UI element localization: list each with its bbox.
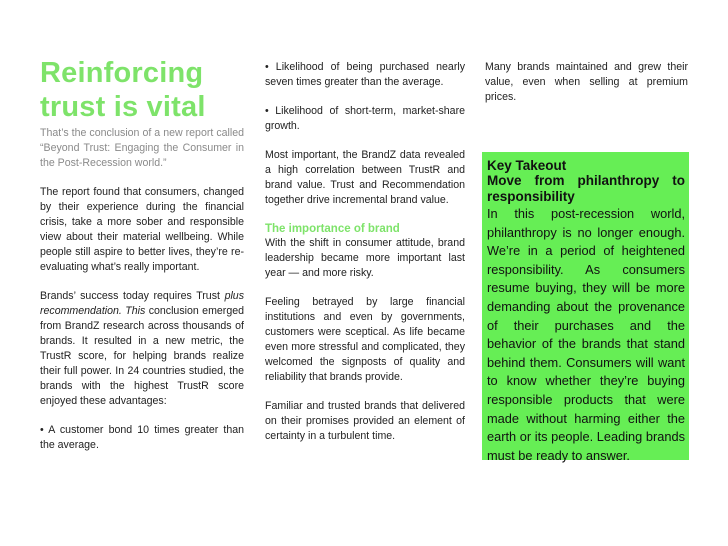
consumer-attitude-paragraph: With the shift in consumer attitude, brand leadership became more important last year — and more risky. (265, 237, 465, 279)
intro-paragraph: That’s the conclusion of a new report called “Beyond Trust: Engaging the Consumer in the Post-Recession world.” (40, 127, 244, 169)
trust-paragraph-italic: plus recommendation. This (40, 290, 244, 317)
column-left (40, 56, 244, 467)
trust-paragraph-start: Brands’ success today requires Trust (40, 290, 220, 302)
brandz-paragraph: Most important, the BrandZ data revealed a high correlation between TrustR and brand value. Trust and Recommendation together drive incremental brand value. (265, 149, 465, 206)
betrayed-paragraph: Feeling betrayed by large financial institutions and even by governments, customers were sceptical. As life became even more stressful and complicated, they welcomed the signposts of quality and reliability that brands provide. (265, 296, 465, 383)
key-takeout-label: Key Takeout (487, 158, 567, 173)
key-takeout-body: In this post-recession world, philanthropy is no longer enough. We’re in a period of heightened responsibility. As consumers resume buying, they will be more demanding about the provenance of their purchases and the behavior of the brands that stand behind them. Consumers will want to know whether they’re buying responsible products that were made without harming either the earth or its people. Leading brands must be ready to answer. (487, 206, 685, 463)
page-title: Reinforcing trust is vital (40, 57, 206, 123)
bullet-customer-bond: • A customer bond 10 times greater than the average. (40, 424, 244, 451)
key-takeout-box (482, 152, 689, 463)
key-takeout-headline: Move from philanthropy to responsibility (487, 173, 685, 204)
trust-paragraph (40, 289, 244, 409)
trust-paragraph-rest: conclusion emerged from BrandZ research across thousands of brands. It resulted in a new metric, the TrustR score, for helping brands realize their full power. In 24 countries studied, the brands with the highest TrustR score enjoyed these advantages: (40, 305, 244, 407)
bullet-market-share: • Likelihood of short-term, market-share growth. (265, 105, 465, 132)
bullet-purchase-likelihood: • Likelihood of being purchased nearly seven times greater than the average. (265, 61, 465, 88)
trusted-brands-paragraph: Familiar and trusted brands that delivered on their promises provided an element of certainty in a turbulent time. (265, 400, 465, 442)
premium-prices-paragraph: Many brands maintained and grew their value, even when selling at premium prices. (485, 61, 688, 103)
column-right (485, 60, 688, 119)
subheading-importance-of-brand: The importance of brand (265, 223, 400, 235)
column-middle (265, 60, 465, 458)
report-paragraph: The report found that consumers, changed by their experience during the financial crisis, take a more sober and responsible view about their material wellbeing. While people still aspire to better lives, they’re re-evaluating what’s really important. (40, 186, 244, 273)
